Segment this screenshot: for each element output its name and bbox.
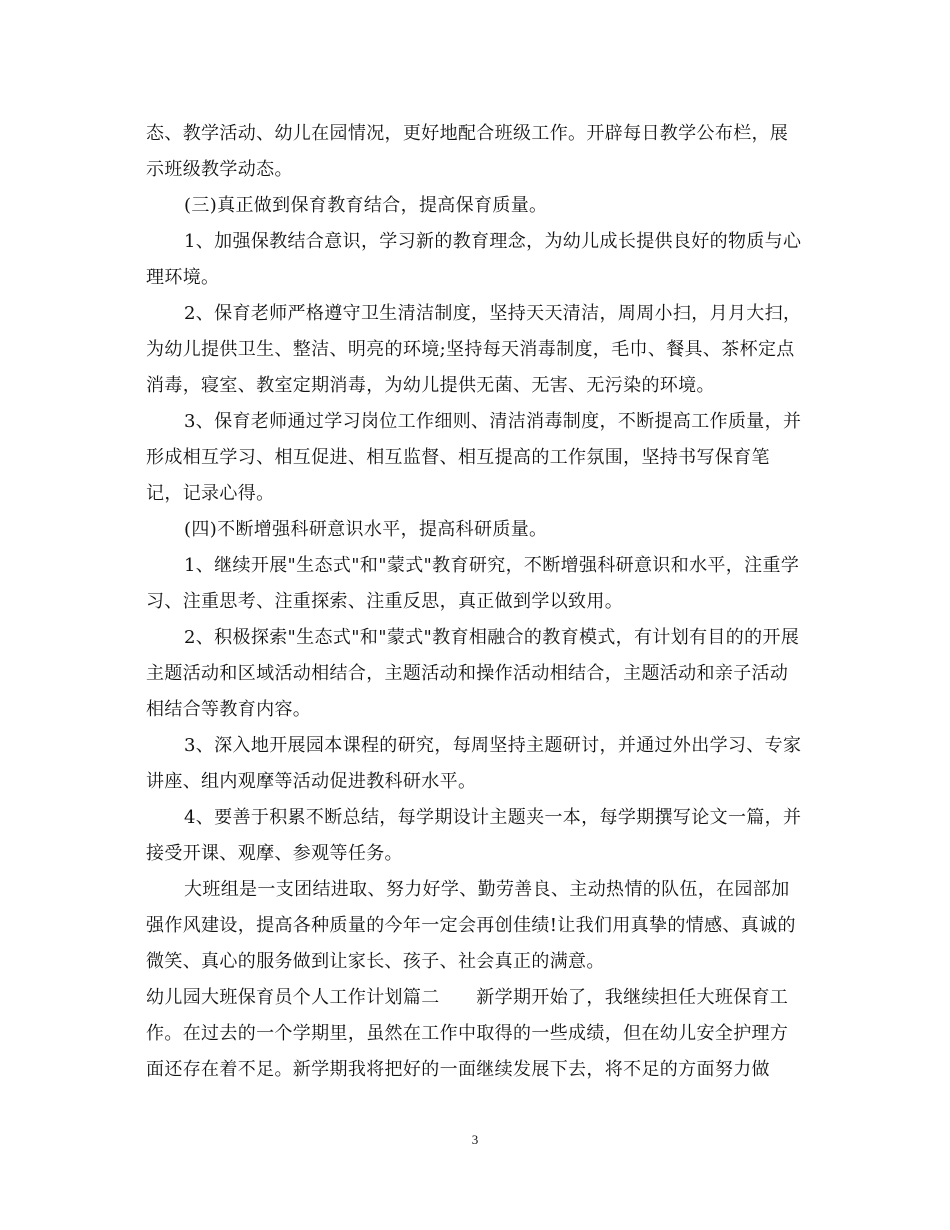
- text-line: 理环境。: [146, 267, 220, 288]
- page-number: 3: [471, 1132, 479, 1147]
- text-line: 习、注重思考、注重探索、注重反思，真正做到学以致用。: [146, 591, 624, 612]
- text-line: 消毒，寝室、教室定期消毒，为幼儿提供无菌、无害、无污染的环境。: [146, 375, 715, 396]
- body-text: [146, 116, 810, 1088]
- text-line: (四)不断增强科研意识水平，提高科研质量。: [184, 519, 548, 540]
- text-line: 主题活动和区域活动相结合，主题活动和操作活动相结合，主题活动和亲子活动: [146, 663, 789, 684]
- text-line: 为幼儿提供卫生、整洁、明亮的环境;坚持每天消毒制度，毛巾、餐具、茶杯定点: [146, 339, 795, 360]
- text-line: 强作风建设，提高各种质量的今年一定会再创佳绩!让我们用真挚的情感、真诚的: [146, 915, 796, 936]
- text-line: 态、教学活动、幼儿在园情况，更好地配合班级工作。开辟每日教学公布栏，展: [146, 123, 789, 144]
- text-line: (三)真正做到保育教育结合，提高保育质量。: [184, 195, 548, 216]
- text-line: 1、继续开展"生态式"和"蒙式"教育研究，不断增强科研意识和水平，注重学: [184, 555, 800, 576]
- text-line: 3、保育老师通过学习岗位工作细则、清洁消毒制度，不断提高工作质量，并: [184, 411, 802, 432]
- text-line: 示班级教学动态。: [146, 159, 293, 180]
- text-line: 相结合等教育内容。: [146, 699, 312, 720]
- text-line: 形成相互学习、相互促进、相互监督、相互提高的工作氛围，坚持书写保育笔: [146, 447, 770, 468]
- text-line: 3、深入地开展园本课程的研究，每周坚持主题研讨，并通过外出学习、专家: [184, 735, 802, 756]
- text-line: 讲座、组内观摩等活动促进教科研水平。: [146, 771, 477, 792]
- text-line: 幼儿园大班保育员个人工作计划篇二 新学期开始了，我继续担任大班保育工: [146, 987, 789, 1008]
- text-line: 作。在过去的一个学期里，虽然在工作中取得的一些成绩，但在幼儿安全护理方: [146, 1023, 789, 1044]
- text-line: 1、加强保教结合意识，学习新的教育理念，为幼儿成长提供良好的物质与心: [184, 231, 802, 252]
- text-line: 2、积极探索"生态式"和"蒙式"教育相融合的教育模式，有计划有目的的开展: [184, 627, 800, 648]
- text-line: 接受开课、观摩、参观等任务。: [146, 843, 403, 864]
- text-line: 4、要善于积累不断总结，每学期设计主题夹一本，每学期撰写论文一篇，并: [184, 807, 802, 828]
- text-line: 大班组是一支团结进取、努力好学、勤劳善良、主动热情的队伍，在园部加: [184, 879, 790, 900]
- text-line: 记，记录心得。: [146, 483, 275, 504]
- text-line: 面还存在着不足。新学期我将把好的一面继续发展下去，将不足的方面努力做: [146, 1059, 770, 1080]
- text-line: 2、保育老师严格遵守卫生清洁制度，坚持天天清洁，周周小扫，月月大扫，: [184, 303, 802, 324]
- text-line: 微笑、真心的服务做到让家长、孩子、社会真正的满意。: [146, 951, 605, 972]
